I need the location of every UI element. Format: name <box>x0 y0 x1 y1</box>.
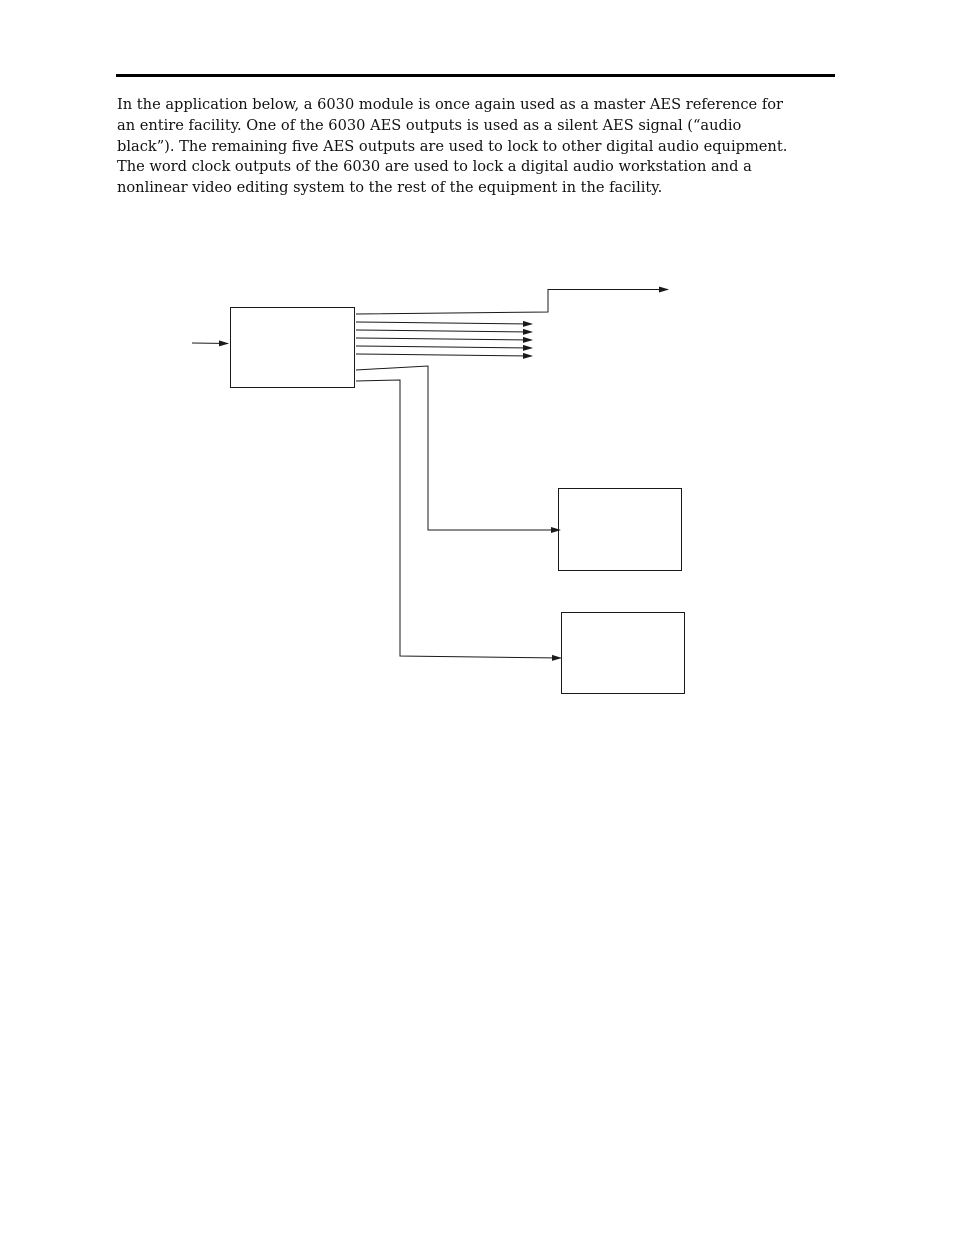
reference-input-arrow <box>192 343 228 344</box>
paragraph-line: In the application below, a 6030 module is once again used as a master AES reference for <box>117 96 783 113</box>
aes-output-line <box>356 354 532 356</box>
aes-output-line <box>356 346 532 348</box>
nonlinear-editing-system-block <box>562 613 685 694</box>
aes-silent-output-line <box>356 290 668 315</box>
digital-audio-workstation-block <box>559 489 682 571</box>
paragraph-line: The word clock outputs of the 6030 are used to lock a digital audio workstation and a <box>117 158 752 176</box>
word-clock-output-line <box>356 380 561 658</box>
aes-output-line <box>356 330 532 332</box>
paragraph-line: black”). The remaining five AES outputs are used to lock to other digital audio equipment. <box>117 137 788 155</box>
paragraph-line: an entire facility. One of the 6030 AES outputs is used as a silent AES signal (“audio <box>117 116 742 134</box>
word-clock-output-line <box>356 366 560 530</box>
aes-output-line <box>356 322 532 324</box>
module-6030-block <box>231 308 355 388</box>
paragraph-line: nonlinear video editing system to the rest of the equipment in the facility. <box>117 179 663 197</box>
aes-output-line <box>356 338 532 340</box>
